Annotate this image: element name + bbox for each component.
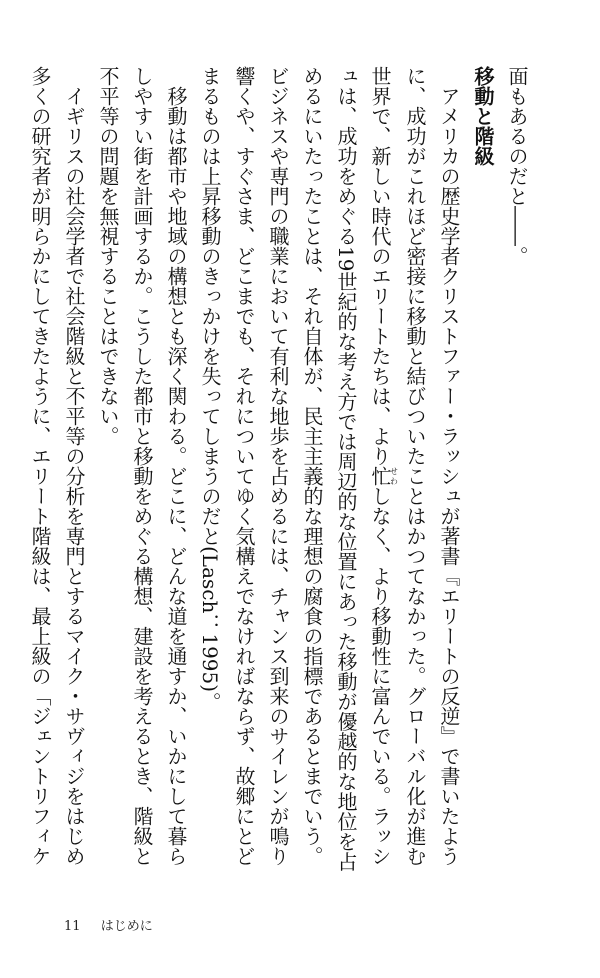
text-column: しやすい街を計画するか。こうした都市と移動をめぐる構想、建設を考えるとき、階級と <box>130 66 154 866</box>
running-section-title: はじめに <box>100 919 153 934</box>
text-column: に、成功がこれほど密接に移動と結びついたことはかつてなかった。グローバル化が進む <box>403 66 427 866</box>
page-footer <box>64 915 153 934</box>
text-column: 不平等の問題を無視することはできない。 <box>96 66 120 446</box>
text-column: ュは、成功をめぐる19世紀的な考え方では周辺的な位置にあった移動が優越的な地位を占 <box>334 66 358 872</box>
text-column: めるにいたったことは、それ自体が、民主主義的な理想の腐食の指標であるとまでいう。 <box>300 66 324 866</box>
text-column: まるものは上昇移動のきっかけを失ってしまうのだと(Lasch：1995)。 <box>198 66 222 713</box>
ruby-annotation: 忙せわ <box>368 466 399 486</box>
text-column: ビジネスや専門の職業において有利な地歩を占めるには、チャンス到来のサイレンが鳴り <box>266 66 290 866</box>
text-column: アメリカの歴史学者クリストファー・ラッシュが著書『エリートの反逆』で書いたよう <box>437 86 461 866</box>
text-column: イギリスの社会学者で社会階級と不平等の分析を専門とするマイク・サヴィジをはじめ <box>62 86 86 866</box>
text-column: 移動は都市や地域の構想とも深く関わる。どこに、どんな道を通すか、いかにして暮ら <box>164 86 188 866</box>
section-heading: 移動と階級 <box>471 66 495 166</box>
text-column: 面もあるのだと――。 <box>505 66 529 266</box>
page-number: 11 <box>64 919 81 934</box>
text-column: 世界で、新しい時代のエリートたちは、より忙せわしなく、より移動性に富んでいる。ラッシ <box>368 66 399 866</box>
ruby-reading: せわ <box>389 466 399 486</box>
vertical-text-body <box>23 66 534 872</box>
text-column: 響くや、すぐさま、どこまでも、それについてゆく気構えでなければならず、故郷にとど <box>232 66 256 866</box>
text-column: 多くの研究者が明らかにしてきたように、エリート階級は、最上級の「ジェントリフィケ <box>28 66 52 866</box>
